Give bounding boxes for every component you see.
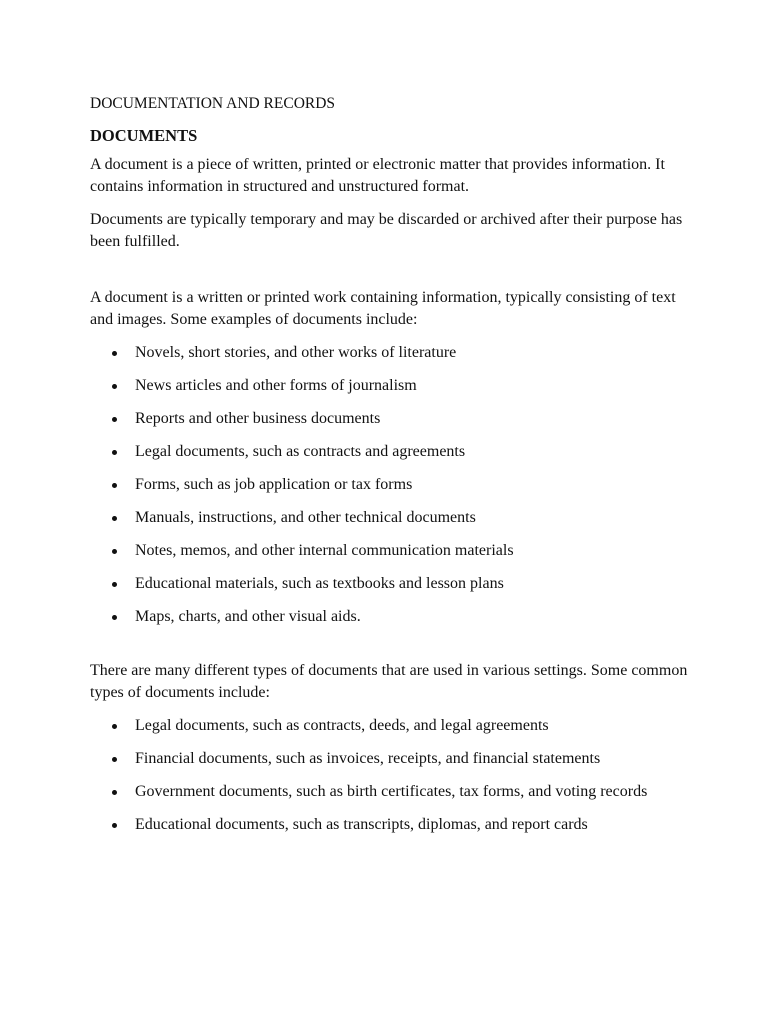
list-item-text: Reports and other business documents xyxy=(135,410,381,427)
list-item xyxy=(90,606,690,628)
list-item-text: News articles and other forms of journalism xyxy=(135,377,417,394)
bullet-icon xyxy=(112,757,117,762)
bullet-icon xyxy=(112,351,117,356)
list-item-text: Manuals, instructions, and other technical documents xyxy=(135,509,476,526)
list-item-text: Financial documents, such as invoices, receipts, and financial statements xyxy=(135,750,601,767)
list-item xyxy=(90,441,690,463)
bullet-icon xyxy=(112,516,117,521)
types-list xyxy=(90,715,690,836)
list-item-text: Maps, charts, and other visual aids. xyxy=(135,608,361,625)
list-item xyxy=(90,573,690,595)
bullet-icon xyxy=(112,724,117,729)
bullet-icon xyxy=(112,582,117,587)
list-item xyxy=(90,814,690,836)
list-item xyxy=(90,715,690,737)
list-item-text: Novels, short stories, and other works of literature xyxy=(135,344,457,361)
list-item xyxy=(90,342,690,364)
list-item-text: Notes, memos, and other internal communication materials xyxy=(135,542,514,559)
paragraph-examples-intro: A document is a written or printed work containing information, typically consisting of text and images. Some examples of documents include: xyxy=(90,289,676,328)
bullet-icon xyxy=(112,483,117,488)
list-item xyxy=(90,748,690,770)
list-item xyxy=(90,375,690,397)
document-body xyxy=(90,93,690,847)
bullet-icon xyxy=(112,549,117,554)
list-item-text: Educational materials, such as textbooks and lesson plans xyxy=(135,575,504,592)
list-item xyxy=(90,408,690,430)
bullet-icon xyxy=(112,823,117,828)
bullet-icon xyxy=(112,417,117,422)
paragraph-temporary: Documents are typically temporary and may be discarded or archived after their purpose has been fulfilled. xyxy=(90,211,683,250)
list-item xyxy=(90,540,690,562)
list-item-text: Legal documents, such as contracts, deeds, and legal agreements xyxy=(135,717,549,734)
list-item-text: Educational documents, such as transcripts, diplomas, and report cards xyxy=(135,816,588,833)
list-item xyxy=(90,474,690,496)
examples-list xyxy=(90,342,690,628)
list-item-text: Government documents, such as birth certificates, tax forms, and voting records xyxy=(135,783,648,800)
list-item xyxy=(90,781,690,803)
list-item-text: Legal documents, such as contracts and agreements xyxy=(135,443,466,460)
paragraph-types-intro: There are many different types of documents that are used in various settings. Some common types of documents include: xyxy=(90,662,688,701)
section-heading: DOCUMENTS xyxy=(90,126,198,145)
list-item xyxy=(90,507,690,529)
document-title: DOCUMENTATION AND RECORDS xyxy=(90,95,336,112)
bullet-icon xyxy=(112,615,117,620)
bullet-icon xyxy=(112,450,117,455)
bullet-icon xyxy=(112,790,117,795)
paragraph-definition: A document is a piece of written, printed or electronic matter that provides information. It contains information in structured and unstructured format. xyxy=(90,156,665,195)
list-item-text: Forms, such as job application or tax forms xyxy=(135,476,413,493)
bullet-icon xyxy=(112,384,117,389)
